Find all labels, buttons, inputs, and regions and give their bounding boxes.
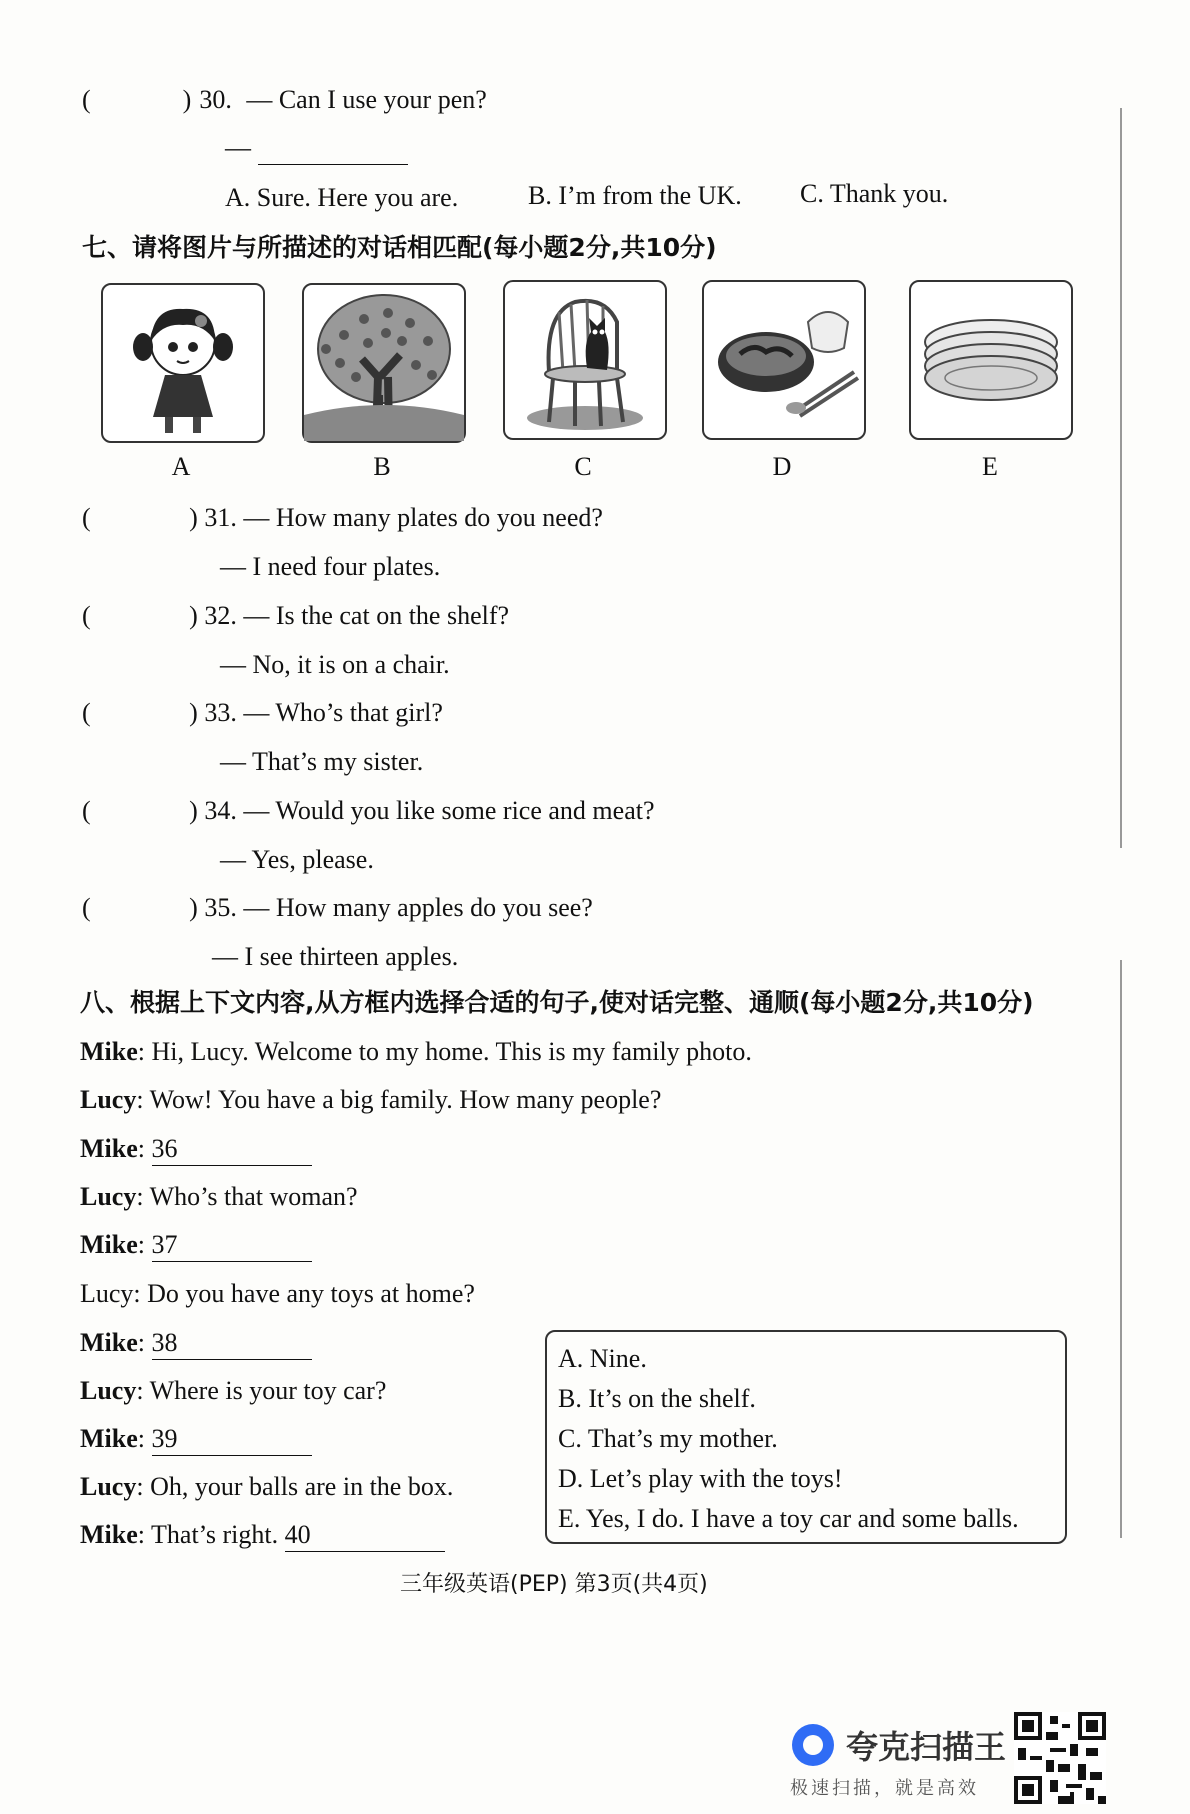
q30-question: — Can I use your pen? bbox=[246, 85, 487, 114]
picture-a bbox=[101, 283, 265, 443]
dialogue-line-1: Mike: Hi, Lucy. Welcome to my home. This is my family photo. bbox=[80, 1037, 752, 1066]
qr-code-icon bbox=[1014, 1712, 1106, 1804]
blank-36[interactable]: 36 bbox=[152, 1133, 312, 1166]
q30-answer: — bbox=[225, 132, 408, 165]
page-footer: 三年级英语(PEP) 第3页(共4页) bbox=[400, 1572, 708, 1597]
q35-question: — How many apples do you see? bbox=[243, 893, 593, 922]
option-e: E. Yes, I do. I have a toy car and some balls. bbox=[558, 1504, 1019, 1533]
q31-question: — How many plates do you need? bbox=[243, 503, 603, 532]
dialogue-line-3: Mike: 36 bbox=[80, 1133, 312, 1166]
blank-38[interactable]: 38 bbox=[152, 1327, 312, 1360]
picture-label-a: A bbox=[171, 452, 191, 481]
scanner-logo-icon bbox=[792, 1724, 834, 1766]
margin-line bbox=[1120, 960, 1122, 1538]
q32-line: ( ) 32. — Is the cat on the shelf? bbox=[82, 601, 510, 630]
q35-answer: — I see thirteen apples. bbox=[212, 942, 459, 971]
margin-line bbox=[1120, 108, 1122, 848]
picture-c bbox=[503, 280, 667, 440]
picture-label-b: B bbox=[373, 452, 391, 481]
plates-icon bbox=[911, 282, 1071, 438]
q30-line: ( ) 30. — Can I use your pen? bbox=[82, 85, 487, 114]
dialogue-line-8: Lucy: Where is your toy car? bbox=[80, 1376, 387, 1405]
q33-answer: — That’s my sister. bbox=[220, 747, 424, 776]
dialogue-line-4: Lucy: Who’s that woman? bbox=[80, 1182, 358, 1211]
q30-option-a: A. Sure. Here you are. bbox=[225, 183, 459, 212]
q34-line: ( ) 34. — Would you like some rice and meat? bbox=[82, 796, 655, 825]
watermark-slogan: 极速扫描，就是高效 bbox=[790, 1778, 979, 1799]
cat-on-chair-icon bbox=[505, 282, 665, 438]
rice-and-meat-icon bbox=[704, 282, 864, 438]
apple-tree-icon bbox=[304, 285, 464, 441]
q32-answer: — No, it is on a chair. bbox=[220, 650, 450, 679]
picture-b bbox=[302, 283, 466, 443]
picture-e bbox=[909, 280, 1073, 440]
q32-question: — Is the cat on the shelf? bbox=[243, 601, 510, 630]
picture-label-c: C bbox=[574, 452, 592, 481]
q31-answer: — I need four plates. bbox=[220, 552, 441, 581]
q33-line: ( ) 33. — Who’s that girl? bbox=[82, 698, 443, 727]
option-d: D. Let’s play with the toys! bbox=[558, 1464, 843, 1493]
section7-title: 七、请将图片与所描述的对话相匹配(每小题2分,共10分) bbox=[82, 233, 717, 262]
dialogue-line-10: Lucy: Oh, your balls are in the box. bbox=[80, 1472, 454, 1501]
q30-option-c: C. Thank you. bbox=[800, 179, 949, 208]
section8-title: 八、根据上下文内容,从方框内选择合适的句子,使对话完整、通顺(每小题2分,共10分) bbox=[80, 988, 1034, 1017]
q35-line: ( ) 35. — How many apples do you see? bbox=[82, 893, 593, 922]
picture-label-e: E bbox=[982, 452, 998, 481]
dialogue-line-5: Mike: 37 bbox=[80, 1229, 312, 1262]
q31-line: ( ) 31. — How many plates do you need? bbox=[82, 503, 603, 532]
dialogue-line-9: Mike: 39 bbox=[80, 1423, 312, 1456]
dialogue-line-7: Mike: 38 bbox=[80, 1327, 312, 1360]
dialogue-line-2: Lucy: Wow! You have a big family. How many people? bbox=[80, 1085, 662, 1114]
q34-question: — Would you like some rice and meat? bbox=[243, 796, 655, 825]
answer-blank[interactable] bbox=[258, 132, 408, 165]
blank-40[interactable]: 40 bbox=[285, 1519, 445, 1552]
dialogue-line-11: Mike: That’s right. 40 bbox=[80, 1519, 445, 1552]
watermark-brand: 夸克扫描王 bbox=[846, 1728, 1007, 1766]
option-b: B. It’s on the shelf. bbox=[558, 1384, 756, 1413]
option-a: A. Nine. bbox=[558, 1344, 647, 1373]
q34-answer: — Yes, please. bbox=[220, 845, 374, 874]
girl-icon bbox=[103, 285, 263, 441]
option-c: C. That’s my mother. bbox=[558, 1424, 778, 1453]
blank-39[interactable]: 39 bbox=[152, 1423, 312, 1456]
q33-question: — Who’s that girl? bbox=[243, 698, 443, 727]
blank-37[interactable]: 37 bbox=[152, 1229, 312, 1262]
picture-d bbox=[702, 280, 866, 440]
dialogue-line-6: Lucy: Do you have any toys at home? bbox=[80, 1279, 475, 1308]
picture-label-d: D bbox=[772, 452, 792, 481]
q30-option-b: B. I’m from the UK. bbox=[528, 181, 742, 210]
